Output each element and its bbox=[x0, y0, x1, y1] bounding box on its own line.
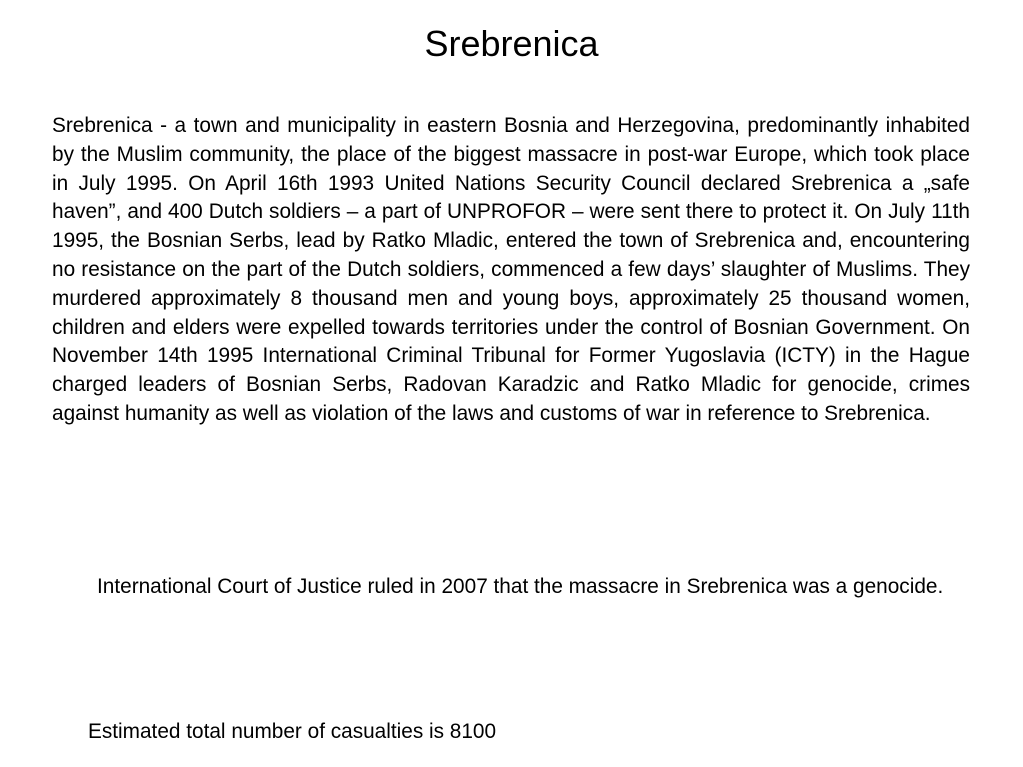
icj-ruling-paragraph: International Court of Justice ruled in 2007 that the massacre in Srebrenica was a genocide. bbox=[97, 575, 944, 598]
casualties-paragraph: Estimated total number of casualties is 8100 bbox=[88, 720, 497, 743]
main-paragraph: Srebrenica - a town and municipality in eastern Bosnia and Herzegovina, predominantly inhabited by the Muslim community, the place of the biggest massacre in post-war Europe, which took place in July 1995. On April 16th 1993 United Nations Security Council declared Srebrenica a „safe haven”, and 400 Dutch soldiers – a part of UNPROFOR – were sent there to protect it. On July 11th 1995, the Bosnian Serbs, lead by Ratko Mladic, entered the town of Srebrenica and, encountering no resistance on the part of the Dutch soldiers, commenced a few days’ slaughter of Muslims. They murdered approximately 8 thousand men and young boys, approximately 25 thousand women, children and elders were expelled towards territories under the control of Bosnian Government. On November 14th 1995 International Criminal Tribunal for Former Yugoslavia (ICTY) in the Hague charged leaders of Bosnian Serbs, Radovan Karadzic and Ratko Mladic for genocide, crimes against humanity as well as violation of the laws and customs of war in reference to Srebrenica. bbox=[52, 114, 970, 425]
slide-title: Srebrenica bbox=[424, 23, 599, 64]
